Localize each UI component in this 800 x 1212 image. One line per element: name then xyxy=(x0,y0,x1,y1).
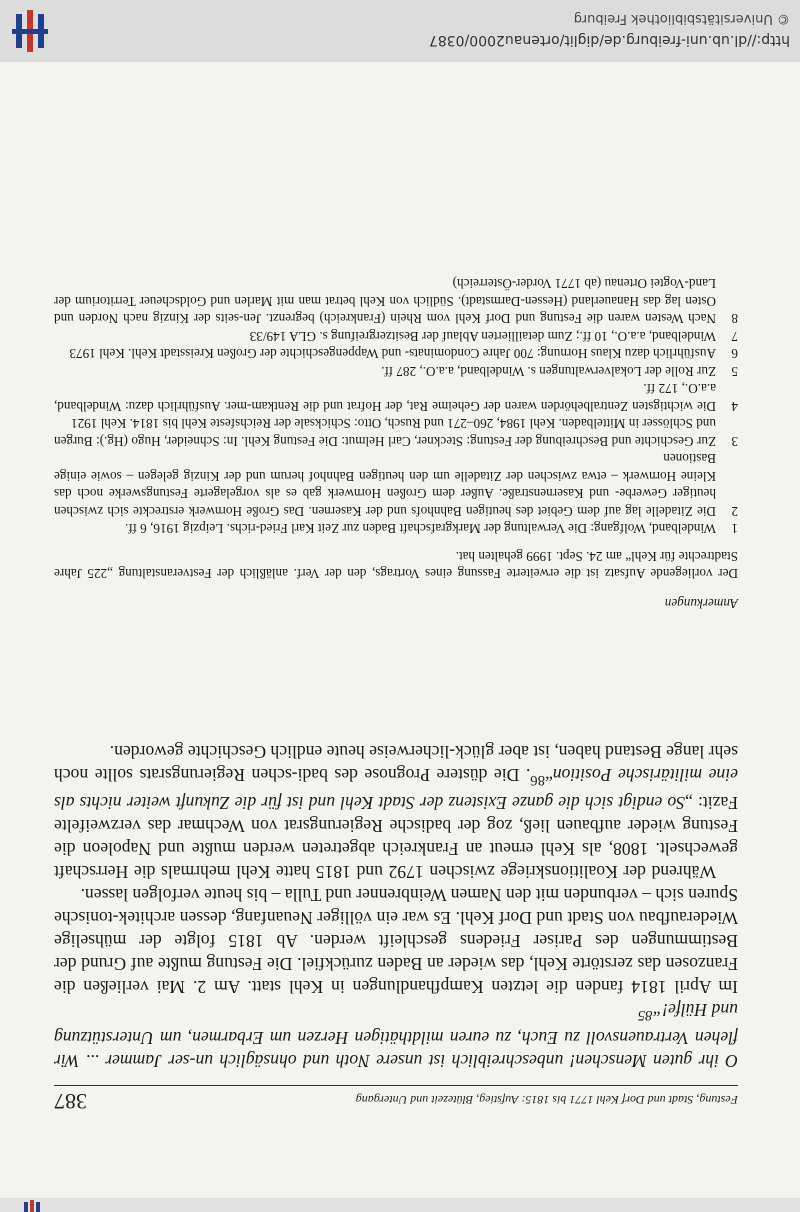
footnote-item: 3 Zur Geschichte und Beschreibung der Festung: Steckner, Carl Helmut: Die Festung Kehl. In: Schneider, Hugo (Hg.): Burgen und Schlösser in Mittelbaden. Kehl 1984, 260–271 und Rusch, Otto: Schicksale der Reichsfeste Kehl bis 1814. Kehl 1921 xyxy=(54,416,738,449)
footnote-item: 6 Ausführlich dazu Klaus Hornung: 700 Jahre Condominats- und Wappengeschichte der Großen Kreisstadt Kehl. Kehl 1973 xyxy=(69,346,738,362)
notes-intro: Der vorliegende Aufsatz ist die erweiterte Fassung eines Vortrags, den der Verf. anläßlich der Festveranstaltung „225 Jahre Stadtrechte für Kehl“ am 24. Sept. 1999 gehalten hat. xyxy=(54,549,738,582)
running-header xyxy=(54,1085,738,1114)
paragraph: Im April 1814 fanden die letzten Kampfhandlungen in Kehl statt. Am 2. Mai verließen die Franzosen das zerstörte Kehl, das wieder an Baden zurückfiel. Die Festung mußte auf Grund der Bestimmungen des Pariser Friedens geschleift werden. Ab 1815 folgte der mühselige Wiederaufbau von Stadt und Dorf Kehl. Es war ein völliger Neuanfang, dessen architek-tonische Spuren sich – verbunden mit den Namen Weinbrenner und Tulla – bis heute verfolgen lassen. xyxy=(54,885,738,998)
footnote-item: 4 Die wichtigsten Zentralbehörden waren der Geheime Rat, der Hofrat und die Rentkam-mer. Ausführlich dazu: Windelband, a.a.O., 172 ff. xyxy=(54,381,738,414)
copyright-text: © Universitätsbibliothek Freiburg xyxy=(573,11,790,26)
paragraph: Während der Koalitionskriege zwischen 1792 und 1815 hatte Kehl mehrmals die Herrschaft gewechselt. 1808, als Kehl erneut an Frankreich abgetreten werden mußte und Napoleon die Festung wieder aufbauen ließ, zog der badische Regierungsrat von Wechmar das verzweifelte Fazit: „So endigt sich die ganze Existenz der Stadt Kehl und ist für die Zukunft weiter nichts als eine militärische Position“$^{86}$. Die düstere Prognose des badi-schen Regierungsrats sollte noch sehr lange Bestand haben, ist aber glück-licherweise heute endlich Geschichte geworden. xyxy=(53,742,738,883)
notes-title: Anmerkungen xyxy=(664,596,738,611)
digitization-footer xyxy=(0,0,800,62)
footnotes xyxy=(54,275,738,612)
footnote-item: 8 Nach Westen waren die Festung und Dorf Kehl vom Rhein (Frankreich) begrenzt. Jen-seits der Kinzig nach Norden und Osten lag das Hanauerland (Hessen-Darmstadt). Südlich von Kehl betrat man mit Marlen und Goldscheuer Territorium der Land-Vogtei Ortenau (ab 1771 Vorder-Österreich) xyxy=(54,276,738,327)
footnote-ref: 86 xyxy=(530,772,545,789)
main-text xyxy=(54,740,738,1072)
footnote-ref: 85 xyxy=(637,1007,653,1023)
university-library-logo-icon xyxy=(10,6,50,56)
footnote-item: 2 Die Zitadelle lag auf dem Gebiet des heutigen Bahnhofs und der Kasernen. Das Große Hornwerk erstreckte sich zwischen heutiger Gewerbe- und Kasernenstraße. Außer dem Großen Hornwerk gab es als vorgelagerte Festungswerke noch das Kleine Hornwerk – etwa zwischen der Zitadelle um den heutigen Bahnhof herum und der Kinzig gelegen – sowie einige Bastionen xyxy=(54,451,738,519)
footnote-item: 5 Zur Rolle der Lokalverwaltungen s. Windelband, a.a.O., 287 ff. xyxy=(381,364,738,379)
source-url[interactable]: http://dl.ub.uni-freiburg.de/diglit/ortenau2000/0387 xyxy=(428,32,790,48)
running-title: Festung, Stadt und Dorf Kehl 1771 bis 1815: Aufstieg, Blütezeit und Untergang xyxy=(355,1093,738,1107)
page-number: 387 xyxy=(54,1089,87,1114)
top-edge-bar xyxy=(0,1198,800,1212)
footnote-item: 7 Windelband, a.a.O., 10 ff.; Zum detaillierten Ablauf der Besitzergreifung s. GLA 149/33 xyxy=(249,329,738,344)
inline-quote: So endigt sich die ganze Existenz der Stadt Kehl und ist für die Zukunft weiter nichts als eine militärische Position xyxy=(53,765,738,814)
library-logo-icon xyxy=(20,1200,44,1212)
opening-quote: O ihr guten Menschen! unbeschreiblich ist unsere Noth und ohnsäglich un-ser Jammer ... Wir flehen Vertrauensvoll zu Euch, zu euren mildthätigen Herzen um Erbarmen, um Unterstützung und Hülfe!“$^{85}$ xyxy=(54,1000,738,1071)
footnote-item: 1 Windelband, Wolfgang: Die Verwaltung der Markgrafschaft Baden zur Zeit Karl Fried-richs. Leipzig 1916, 6 ff. xyxy=(125,521,738,537)
